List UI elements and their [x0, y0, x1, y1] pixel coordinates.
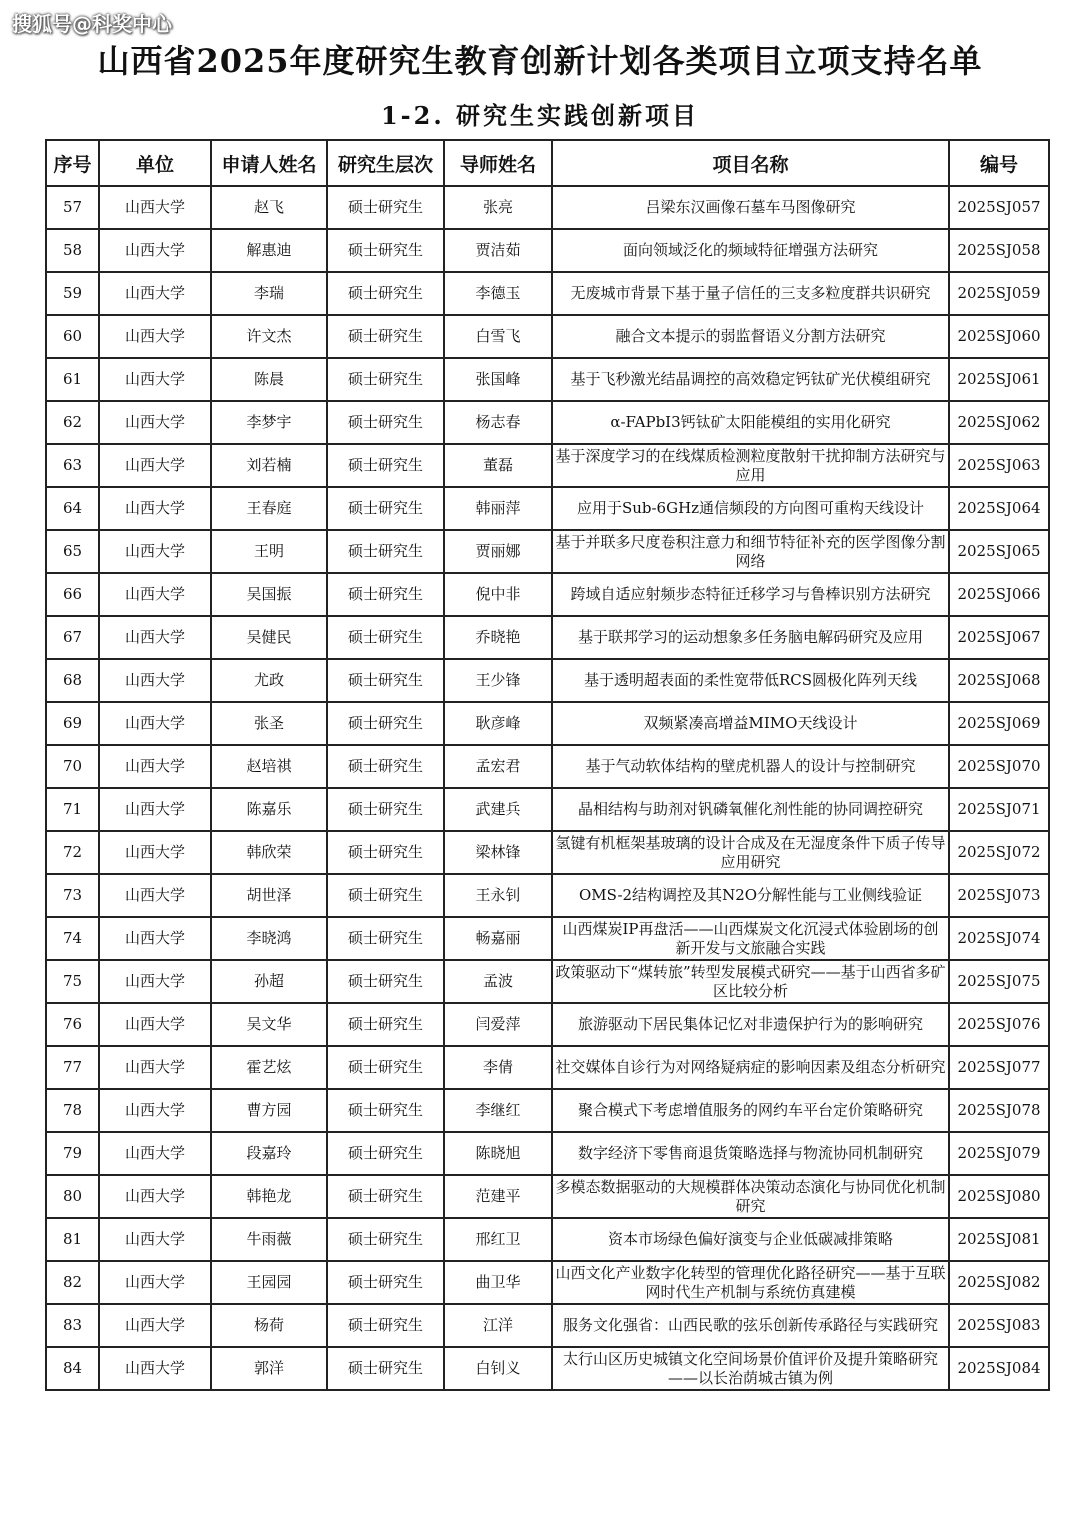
- cell-index: 74: [46, 917, 99, 960]
- cell-applicant: 赵培祺: [211, 745, 327, 788]
- cell-advisor: 梁林锋: [444, 831, 552, 874]
- cell-applicant: 段嘉玲: [211, 1132, 327, 1175]
- cell-code: 2025SJ072: [949, 831, 1049, 874]
- cell-index: 63: [46, 444, 99, 487]
- cell-advisor: 杨志春: [444, 401, 552, 444]
- cell-project-name: 资本市场绿色偏好演变与企业低碳减排策略: [552, 1218, 949, 1261]
- cell-project-name: 山西文化产业数字化转型的管理优化路径研究——基于互联网时代生产机制与系统仿真建模: [552, 1261, 949, 1304]
- cell-level: 硕士研究生: [327, 530, 444, 573]
- cell-index: 75: [46, 960, 99, 1003]
- cell-unit: 山西大学: [99, 1046, 211, 1089]
- header-unit: 单位: [99, 140, 211, 186]
- cell-unit: 山西大学: [99, 186, 211, 229]
- cell-project-name: 融合文本提示的弱监督语义分割方法研究: [552, 315, 949, 358]
- cell-advisor: 李德玉: [444, 272, 552, 315]
- cell-project-name: 面向领域泛化的频域特征增强方法研究: [552, 229, 949, 272]
- cell-advisor: 张国峰: [444, 358, 552, 401]
- cell-index: 68: [46, 659, 99, 702]
- cell-project-name: 服务文化强省：山西民歌的弦乐创新传承路径与实践研究: [552, 1304, 949, 1347]
- cell-code: 2025SJ067: [949, 616, 1049, 659]
- cell-code: 2025SJ078: [949, 1089, 1049, 1132]
- cell-code: 2025SJ070: [949, 745, 1049, 788]
- table-row: [46, 788, 1049, 831]
- cell-code: 2025SJ075: [949, 960, 1049, 1003]
- cell-level: 硕士研究生: [327, 487, 444, 530]
- cell-project-name: 应用于Sub-6GHz通信频段的方向图可重构天线设计: [552, 487, 949, 530]
- cell-unit: 山西大学: [99, 788, 211, 831]
- cell-applicant: 孙超: [211, 960, 327, 1003]
- cell-unit: 山西大学: [99, 960, 211, 1003]
- cell-level: 硕士研究生: [327, 917, 444, 960]
- cell-advisor: 李倩: [444, 1046, 552, 1089]
- cell-level: 硕士研究生: [327, 444, 444, 487]
- cell-index: 77: [46, 1046, 99, 1089]
- cell-code: 2025SJ079: [949, 1132, 1049, 1175]
- cell-advisor: 孟宏君: [444, 745, 552, 788]
- cell-advisor: 邢红卫: [444, 1218, 552, 1261]
- cell-project-name: 基于飞秒激光结晶调控的高效稳定钙钛矿光伏模组研究: [552, 358, 949, 401]
- cell-code: 2025SJ057: [949, 186, 1049, 229]
- table-row: [46, 229, 1049, 272]
- cell-project-name: 基于联邦学习的运动想象多任务脑电解码研究及应用: [552, 616, 949, 659]
- cell-level: 硕士研究生: [327, 874, 444, 917]
- cell-level: 硕士研究生: [327, 573, 444, 616]
- cell-applicant: 赵飞: [211, 186, 327, 229]
- cell-unit: 山西大学: [99, 530, 211, 573]
- cell-advisor: 乔晓艳: [444, 616, 552, 659]
- table-row: [46, 1089, 1049, 1132]
- cell-index: 64: [46, 487, 99, 530]
- cell-project-name: 旅游驱动下居民集体记忆对非遗保护行为的影响研究: [552, 1003, 949, 1046]
- cell-applicant: 李梦宇: [211, 401, 327, 444]
- cell-index: 57: [46, 186, 99, 229]
- cell-code: 2025SJ063: [949, 444, 1049, 487]
- cell-level: 硕士研究生: [327, 1218, 444, 1261]
- cell-applicant: 韩艳龙: [211, 1175, 327, 1218]
- cell-code: 2025SJ082: [949, 1261, 1049, 1304]
- cell-level: 硕士研究生: [327, 186, 444, 229]
- page-subtitle: 1-2. 研究生实践创新项目: [380, 101, 700, 130]
- table-row: [46, 1132, 1049, 1175]
- cell-code: 2025SJ074: [949, 917, 1049, 960]
- table-row: [46, 186, 1049, 229]
- table-header-row: [46, 140, 1049, 186]
- cell-index: 60: [46, 315, 99, 358]
- cell-level: 硕士研究生: [327, 960, 444, 1003]
- cell-code: 2025SJ066: [949, 573, 1049, 616]
- cell-unit: 山西大学: [99, 1003, 211, 1046]
- cell-index: 62: [46, 401, 99, 444]
- cell-advisor: 闫爱萍: [444, 1003, 552, 1046]
- cell-index: 82: [46, 1261, 99, 1304]
- cell-code: 2025SJ081: [949, 1218, 1049, 1261]
- cell-code: 2025SJ069: [949, 702, 1049, 745]
- table-row: [46, 1347, 1049, 1390]
- cell-applicant: 解惠迪: [211, 229, 327, 272]
- cell-applicant: 杨荷: [211, 1304, 327, 1347]
- cell-project-name: OMS-2结构调控及其N2O分解性能与工业侧线验证: [552, 874, 949, 917]
- cell-unit: 山西大学: [99, 487, 211, 530]
- cell-advisor: 范建平: [444, 1175, 552, 1218]
- cell-code: 2025SJ064: [949, 487, 1049, 530]
- cell-advisor: 王少锋: [444, 659, 552, 702]
- table-row: [46, 1046, 1049, 1089]
- cell-applicant: 霍艺炫: [211, 1046, 327, 1089]
- cell-index: 59: [46, 272, 99, 315]
- cell-code: 2025SJ059: [949, 272, 1049, 315]
- header-level: 研究生层次: [327, 140, 444, 186]
- cell-code: 2025SJ058: [949, 229, 1049, 272]
- cell-code: 2025SJ073: [949, 874, 1049, 917]
- cell-project-name: 聚合模式下考虑增值服务的网约车平台定价策略研究: [552, 1089, 949, 1132]
- cell-unit: 山西大学: [99, 573, 211, 616]
- table-row: [46, 444, 1049, 487]
- cell-project-name: 政策驱动下“煤转旅”转型发展模式研究——基于山西省多矿区比较分析: [552, 960, 949, 1003]
- cell-level: 硕士研究生: [327, 315, 444, 358]
- header-code: 编号: [949, 140, 1049, 186]
- cell-unit: 山西大学: [99, 874, 211, 917]
- cell-applicant: 李瑞: [211, 272, 327, 315]
- cell-unit: 山西大学: [99, 659, 211, 702]
- cell-index: 81: [46, 1218, 99, 1261]
- cell-code: 2025SJ061: [949, 358, 1049, 401]
- table-body: [46, 186, 1049, 1390]
- cell-unit: 山西大学: [99, 1218, 211, 1261]
- cell-project-name: 基于透明超表面的柔性宽带低RCS圆极化阵列天线: [552, 659, 949, 702]
- cell-index: 66: [46, 573, 99, 616]
- cell-level: 硕士研究生: [327, 616, 444, 659]
- header-advisor: 导师姓名: [444, 140, 552, 186]
- cell-index: 71: [46, 788, 99, 831]
- cell-level: 硕士研究生: [327, 1304, 444, 1347]
- cell-code: 2025SJ071: [949, 788, 1049, 831]
- cell-unit: 山西大学: [99, 315, 211, 358]
- project-table: [45, 139, 1050, 1391]
- cell-level: 硕士研究生: [327, 1089, 444, 1132]
- cell-unit: 山西大学: [99, 702, 211, 745]
- cell-unit: 山西大学: [99, 358, 211, 401]
- cell-unit: 山西大学: [99, 1261, 211, 1304]
- table-row: [46, 831, 1049, 874]
- cell-index: 65: [46, 530, 99, 573]
- table-row: [46, 358, 1049, 401]
- cell-advisor: 畅嘉丽: [444, 917, 552, 960]
- cell-unit: 山西大学: [99, 229, 211, 272]
- cell-code: 2025SJ083: [949, 1304, 1049, 1347]
- table-row: [46, 573, 1049, 616]
- cell-project-name: 太行山区历史城镇文化空间场景价值评价及提升策略研究——以长治荫城古镇为例: [552, 1347, 949, 1390]
- cell-level: 硕士研究生: [327, 1003, 444, 1046]
- table-row: [46, 1003, 1049, 1046]
- cell-level: 硕士研究生: [327, 1347, 444, 1390]
- cell-applicant: 王明: [211, 530, 327, 573]
- cell-index: 58: [46, 229, 99, 272]
- cell-index: 83: [46, 1304, 99, 1347]
- cell-level: 硕士研究生: [327, 788, 444, 831]
- table-row: [46, 530, 1049, 573]
- table-row: [46, 917, 1049, 960]
- cell-index: 78: [46, 1089, 99, 1132]
- cell-project-name: 双频紧凑高增益MIMO天线设计: [552, 702, 949, 745]
- cell-applicant: 胡世泽: [211, 874, 327, 917]
- cell-level: 硕士研究生: [327, 1261, 444, 1304]
- cell-applicant: 曹方园: [211, 1089, 327, 1132]
- cell-applicant: 牛雨薇: [211, 1218, 327, 1261]
- cell-advisor: 曲卫华: [444, 1261, 552, 1304]
- cell-level: 硕士研究生: [327, 702, 444, 745]
- cell-code: 2025SJ084: [949, 1347, 1049, 1390]
- cell-project-name: 山西煤炭IP再盘活——山西煤炭文化沉浸式体验剧场的创新开发与文旅融合实践: [552, 917, 949, 960]
- cell-project-name: 氢键有机框架基玻璃的设计合成及在无湿度条件下质子传导应用研究: [552, 831, 949, 874]
- table-row: [46, 874, 1049, 917]
- cell-unit: 山西大学: [99, 272, 211, 315]
- cell-level: 硕士研究生: [327, 745, 444, 788]
- cell-advisor: 江洋: [444, 1304, 552, 1347]
- cell-applicant: 王春庭: [211, 487, 327, 530]
- cell-unit: 山西大学: [99, 616, 211, 659]
- cell-index: 80: [46, 1175, 99, 1218]
- cell-project-name: 跨域自适应射频步态特征迁移学习与鲁棒识别方法研究: [552, 573, 949, 616]
- table-row: [46, 659, 1049, 702]
- table-row: [46, 702, 1049, 745]
- cell-project-name: α-FAPbI3钙钛矿太阳能模组的实用化研究: [552, 401, 949, 444]
- table-row: [46, 487, 1049, 530]
- cell-applicant: 吴国振: [211, 573, 327, 616]
- table-row: [46, 1175, 1049, 1218]
- cell-index: 72: [46, 831, 99, 874]
- cell-applicant: 许文杰: [211, 315, 327, 358]
- cell-project-name: 基于并联多尺度卷积注意力和细节特征补充的医学图像分割网络: [552, 530, 949, 573]
- cell-index: 84: [46, 1347, 99, 1390]
- table-row: [46, 960, 1049, 1003]
- cell-advisor: 耿彦峰: [444, 702, 552, 745]
- cell-applicant: 王园园: [211, 1261, 327, 1304]
- cell-level: 硕士研究生: [327, 358, 444, 401]
- cell-level: 硕士研究生: [327, 1132, 444, 1175]
- cell-advisor: 陈晓旭: [444, 1132, 552, 1175]
- cell-applicant: 陈嘉乐: [211, 788, 327, 831]
- cell-advisor: 贾丽娜: [444, 530, 552, 573]
- cell-code: 2025SJ062: [949, 401, 1049, 444]
- cell-index: 79: [46, 1132, 99, 1175]
- table-row: [46, 745, 1049, 788]
- cell-applicant: 陈晨: [211, 358, 327, 401]
- table-row: [46, 315, 1049, 358]
- cell-unit: 山西大学: [99, 401, 211, 444]
- cell-project-name: 基于气动软体结构的壁虎机器人的设计与控制研究: [552, 745, 949, 788]
- cell-level: 硕士研究生: [327, 659, 444, 702]
- cell-index: 67: [46, 616, 99, 659]
- table-row: [46, 401, 1049, 444]
- cell-index: 61: [46, 358, 99, 401]
- table-row: [46, 616, 1049, 659]
- cell-unit: 山西大学: [99, 831, 211, 874]
- cell-code: 2025SJ077: [949, 1046, 1049, 1089]
- table-row: [46, 1218, 1049, 1261]
- cell-applicant: 李晓鸿: [211, 917, 327, 960]
- cell-code: 2025SJ060: [949, 315, 1049, 358]
- cell-project-name: 社交媒体自诊行为对网络疑病症的影响因素及组态分析研究: [552, 1046, 949, 1089]
- cell-applicant: 吴文华: [211, 1003, 327, 1046]
- cell-unit: 山西大学: [99, 1132, 211, 1175]
- cell-level: 硕士研究生: [327, 272, 444, 315]
- cell-unit: 山西大学: [99, 1347, 211, 1390]
- header-project-name: 项目名称: [552, 140, 949, 186]
- cell-level: 硕士研究生: [327, 229, 444, 272]
- cell-project-name: 数字经济下零售商退货策略选择与物流协同机制研究: [552, 1132, 949, 1175]
- cell-advisor: 白钊义: [444, 1347, 552, 1390]
- cell-applicant: 韩欣荣: [211, 831, 327, 874]
- cell-level: 硕士研究生: [327, 831, 444, 874]
- cell-unit: 山西大学: [99, 1304, 211, 1347]
- watermark: 搜狐号@科奖中心: [12, 12, 172, 36]
- cell-index: 76: [46, 1003, 99, 1046]
- cell-code: 2025SJ076: [949, 1003, 1049, 1046]
- table-row: [46, 1304, 1049, 1347]
- cell-code: 2025SJ080: [949, 1175, 1049, 1218]
- cell-advisor: 孟波: [444, 960, 552, 1003]
- cell-project-name: 无废城市背景下基于量子信任的三支多粒度群共识研究: [552, 272, 949, 315]
- cell-unit: 山西大学: [99, 444, 211, 487]
- cell-unit: 山西大学: [99, 1175, 211, 1218]
- table-row: [46, 1261, 1049, 1304]
- cell-advisor: 王永钊: [444, 874, 552, 917]
- cell-unit: 山西大学: [99, 745, 211, 788]
- cell-project-name: 吕梁东汉画像石墓车马图像研究: [552, 186, 949, 229]
- cell-advisor: 倪中非: [444, 573, 552, 616]
- cell-advisor: 李继红: [444, 1089, 552, 1132]
- cell-project-name: 基于深度学习的在线煤质检测粒度散射干扰抑制方法研究与应用: [552, 444, 949, 487]
- cell-code: 2025SJ065: [949, 530, 1049, 573]
- cell-level: 硕士研究生: [327, 1046, 444, 1089]
- page-title: 山西省2025年度研究生教育创新计划各类项目立项支持名单: [97, 42, 983, 80]
- cell-advisor: 韩丽萍: [444, 487, 552, 530]
- table-row: [46, 272, 1049, 315]
- cell-advisor: 武建兵: [444, 788, 552, 831]
- cell-applicant: 张圣: [211, 702, 327, 745]
- cell-project-name: 多模态数据驱动的大规模群体决策动态演化与协同优化机制研究: [552, 1175, 949, 1218]
- cell-applicant: 郭洋: [211, 1347, 327, 1390]
- cell-code: 2025SJ068: [949, 659, 1049, 702]
- header-index: 序号: [46, 140, 99, 186]
- header-applicant: 申请人姓名: [211, 140, 327, 186]
- cell-project-name: 晶相结构与助剂对钒磷氧催化剂性能的协同调控研究: [552, 788, 949, 831]
- cell-advisor: 白雪飞: [444, 315, 552, 358]
- cell-unit: 山西大学: [99, 917, 211, 960]
- cell-applicant: 吴健民: [211, 616, 327, 659]
- cell-advisor: 董磊: [444, 444, 552, 487]
- cell-level: 硕士研究生: [327, 401, 444, 444]
- cell-applicant: 刘若楠: [211, 444, 327, 487]
- cell-level: 硕士研究生: [327, 1175, 444, 1218]
- cell-advisor: 贾洁茹: [444, 229, 552, 272]
- cell-unit: 山西大学: [99, 1089, 211, 1132]
- cell-index: 69: [46, 702, 99, 745]
- cell-advisor: 张亮: [444, 186, 552, 229]
- cell-index: 73: [46, 874, 99, 917]
- cell-index: 70: [46, 745, 99, 788]
- cell-applicant: 尤政: [211, 659, 327, 702]
